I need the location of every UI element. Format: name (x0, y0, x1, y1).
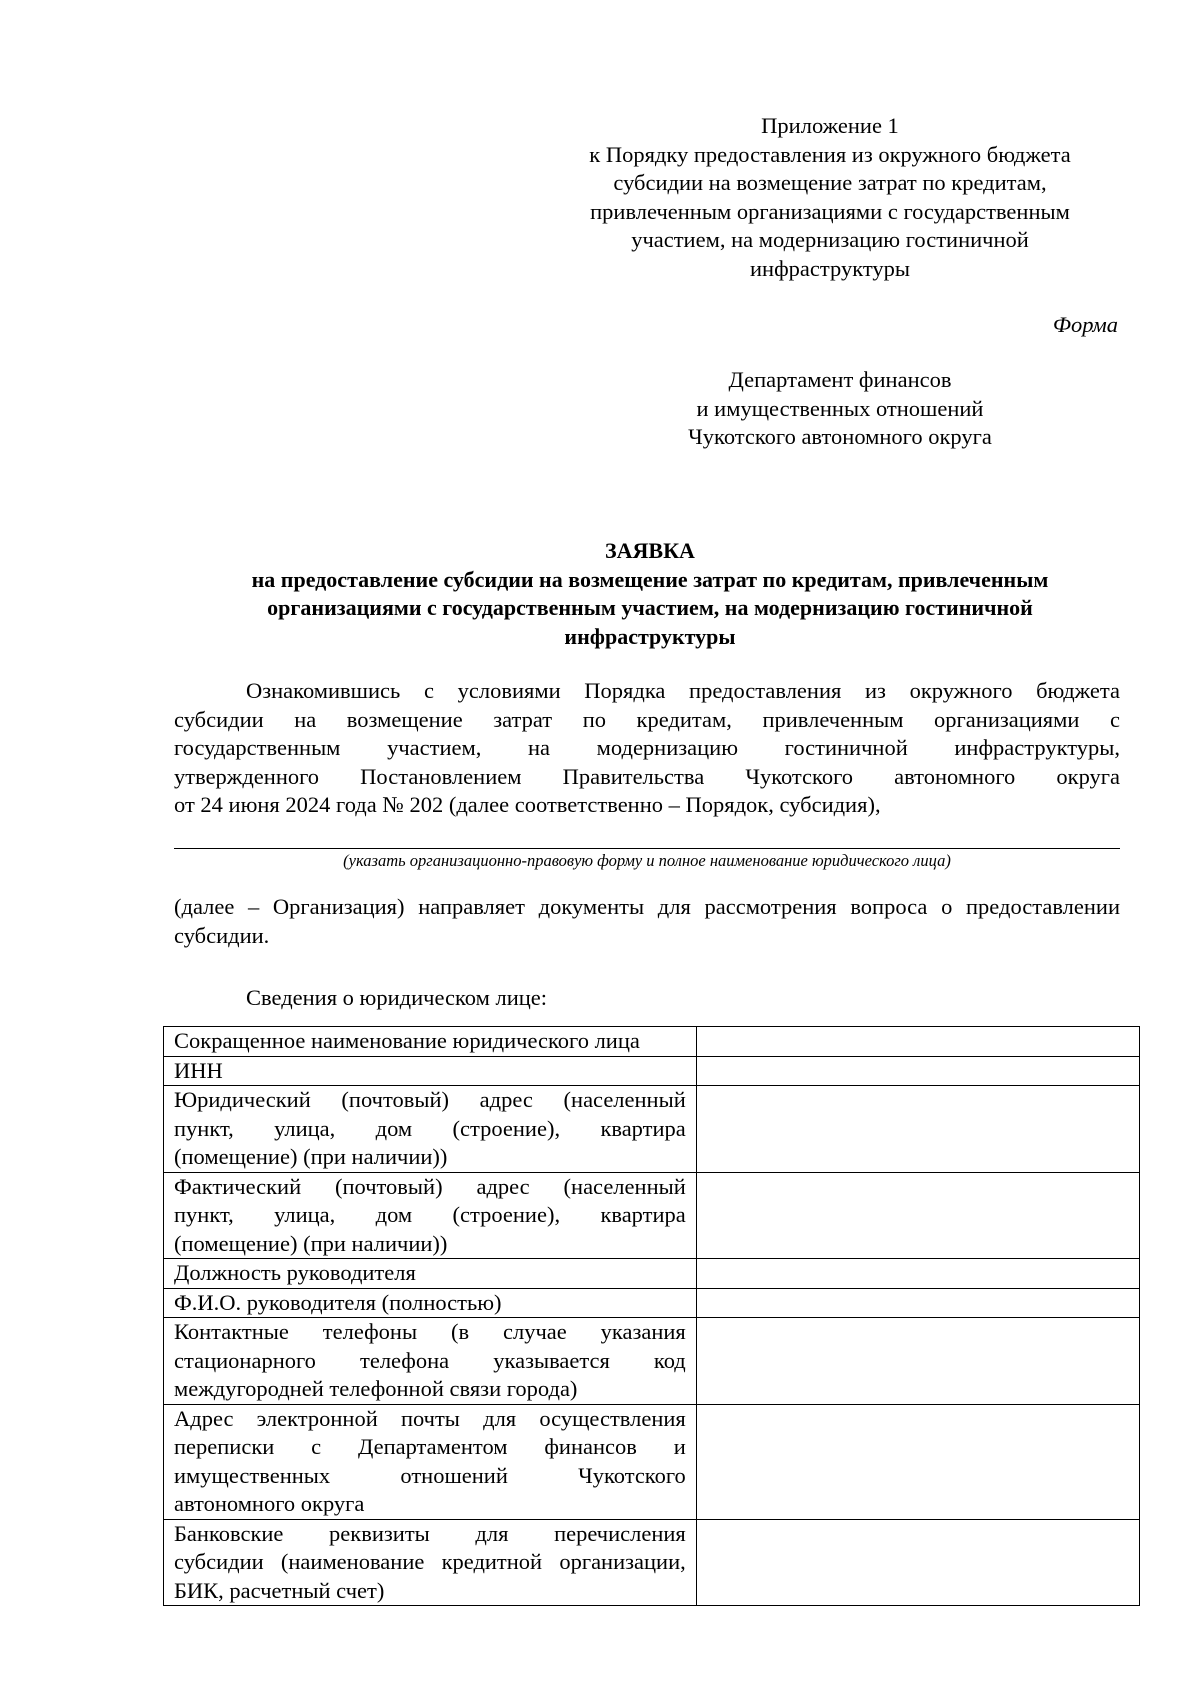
row-label-line: переписки с Департаментом финансов и (174, 1434, 686, 1459)
row-value-cell[interactable] (696, 1404, 1139, 1519)
intro-line: утвержденного Постановлением Правительства Чукотского автономного округа (174, 763, 1120, 789)
row-label-line: междугородней телефонной связи города) (174, 1376, 578, 1401)
row-value-cell[interactable] (696, 1027, 1139, 1057)
organization-field-hint: (указать организационно-правовую форму и полное наименование юридического лица) (343, 851, 951, 870)
title-heading: ЗАЯВКА (605, 538, 695, 563)
title-line: на предоставление субсидии на возмещение затрат по кредитам, привлеченным (251, 566, 1049, 592)
document-title (170, 537, 1130, 651)
organization-paragraph (174, 893, 1120, 950)
row-label-line: Сокращенное наименование юридического лица (174, 1028, 640, 1053)
intro-paragraph (174, 677, 1120, 820)
row-label-cell (164, 1172, 697, 1259)
row-label-line: стационарного телефона указывается код (174, 1347, 686, 1373)
appendix-header (520, 112, 1140, 283)
row-label-cell (164, 1027, 697, 1057)
table-row (164, 1027, 1140, 1057)
row-value-cell[interactable] (696, 1056, 1139, 1086)
row-value-cell[interactable] (696, 1318, 1139, 1405)
intro-line: Ознакомившись с условиями Порядка предоставления из окружного бюджета (246, 678, 1120, 703)
appendix-line: к Порядку предоставления из окружного бюджета (589, 141, 1071, 167)
appendix-line: привлеченным организациями с государственным (590, 198, 1070, 224)
legal-entity-table (163, 1026, 1140, 1606)
intro-line: государственным участием, на модернизацию гостиничной инфраструктуры, (174, 735, 1120, 760)
row-label-line: (помещение) (при наличии)) (174, 1144, 448, 1169)
table-row (164, 1172, 1140, 1259)
addressee-block (590, 366, 1090, 452)
row-value-cell[interactable] (696, 1259, 1139, 1289)
appendix-line: субсидии на возмещение затрат по кредитам, (613, 170, 1047, 195)
row-label-line: Контактные телефоны (в случае указания (174, 1319, 686, 1344)
row-label-line: ИНН (174, 1057, 223, 1083)
row-label-line: пункт, улица, дом (строение), квартира (174, 1115, 686, 1141)
row-label-line: субсидии (наименование кредитной организации, (174, 1549, 686, 1574)
row-label-line: автономного округа (174, 1491, 365, 1516)
addressee-line: и имущественных отношений (696, 395, 984, 421)
row-label-cell (164, 1404, 697, 1519)
form-label: Форма (1052, 312, 1118, 337)
row-label-line: (помещение) (при наличии)) (174, 1230, 448, 1256)
row-label-line: Должность руководителя (174, 1260, 416, 1285)
row-label-line: Фактический (почтовый) адрес (населенный (174, 1173, 686, 1199)
table-row (164, 1259, 1140, 1289)
row-value-cell[interactable] (696, 1086, 1139, 1173)
row-label-line: Адрес электронной почты для осуществления (174, 1405, 686, 1431)
section-label: Сведения о юридическом лице: (246, 985, 548, 1010)
row-label-cell (164, 1056, 697, 1086)
row-label-line: Банковские реквизиты для перечисления (174, 1520, 686, 1546)
org-line: субсидии. (174, 922, 270, 948)
row-label-line: имущественных отношений Чукотского (174, 1462, 686, 1488)
title-line: инфраструктуры (564, 623, 736, 649)
org-line: (далее – Организация) направляет документы для рассмотрения вопроса о предоставлении (174, 894, 1120, 919)
table-row (164, 1056, 1140, 1086)
row-value-cell[interactable] (696, 1288, 1139, 1318)
appendix-line: Приложение 1 (761, 113, 899, 138)
table-row (164, 1086, 1140, 1173)
row-label-line: Ф.И.О. руководителя (полностью) (174, 1289, 502, 1315)
row-label-cell (164, 1288, 697, 1318)
row-label-line: БИК, расчетный счет) (174, 1577, 385, 1603)
row-label-cell (164, 1318, 697, 1405)
row-label-line: пункт, улица, дом (строение), квартира (174, 1202, 686, 1227)
table-row (164, 1288, 1140, 1318)
row-value-cell[interactable] (696, 1172, 1139, 1259)
table-row (164, 1519, 1140, 1606)
appendix-line: инфраструктуры (750, 255, 910, 281)
table-row (164, 1404, 1140, 1519)
title-line: организациями с государственным участием, на модернизацию гостиничной (267, 595, 1033, 620)
intro-line: субсидии на возмещение затрат по кредитам, привлеченным организациями с (174, 706, 1120, 732)
addressee-line: Департамент финансов (728, 367, 952, 392)
organization-name-field[interactable] (174, 848, 1120, 849)
table-row (164, 1318, 1140, 1405)
intro-line: от 24 июня 2024 года № 202 (далее соответственно – Порядок, субсидия), (174, 792, 881, 817)
appendix-line: участием, на модернизацию гостиничной (631, 227, 1029, 252)
row-label-line: Юридический (почтовый) адрес (населенный (174, 1087, 686, 1112)
row-label-cell (164, 1519, 697, 1606)
row-label-cell (164, 1086, 697, 1173)
row-label-cell (164, 1259, 697, 1289)
addressee-line: Чукотского автономного округа (688, 424, 992, 449)
row-value-cell[interactable] (696, 1519, 1139, 1606)
